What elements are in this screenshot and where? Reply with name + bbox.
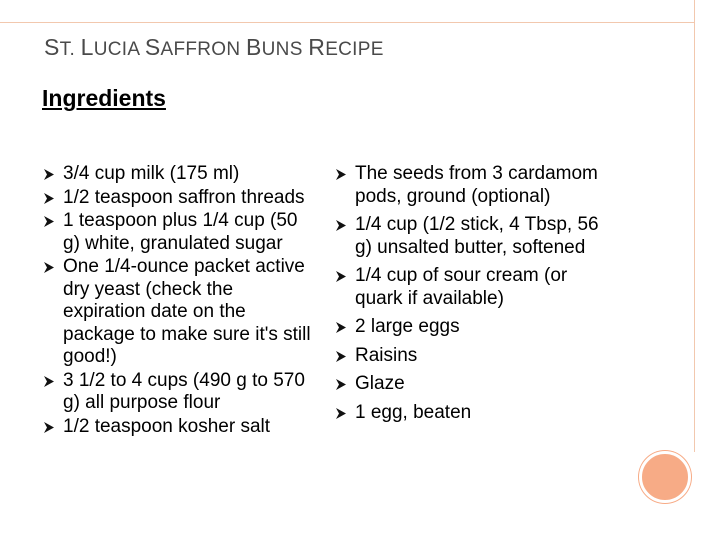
ingredient-text: 3/4 cup milk (175 ml) xyxy=(63,163,240,184)
ingredient-text: 1 egg, beaten xyxy=(355,401,472,423)
decorative-frame-top xyxy=(0,0,695,23)
ingredient-text: 1/2 teaspoon saffron threads xyxy=(63,186,305,208)
title-word: LUCIA xyxy=(80,34,145,60)
ingredient-text: 2 large eggs xyxy=(355,316,460,337)
arrowhead-bullet-icon xyxy=(334,373,348,395)
title-word: ST. xyxy=(44,34,81,60)
arrowhead-bullet-icon xyxy=(334,214,348,236)
ingredient-item xyxy=(336,316,606,339)
decorative-circle xyxy=(639,451,691,503)
ingredient-text: 1/4 cup (1/2 stick, 4 Tbsp, 56 g) unsalted butter, softened xyxy=(355,214,599,258)
ingredient-text: One 1/4-ounce packet active dry yeast (check the expiration date on the package to make sure it's still good!) xyxy=(63,256,311,367)
ingredient-item xyxy=(44,210,319,255)
arrowhead-bullet-icon xyxy=(334,402,348,424)
ingredient-item xyxy=(44,256,319,369)
arrowhead-bullet-icon xyxy=(42,210,56,232)
decorative-frame-line xyxy=(694,22,695,452)
ingredient-text: The seeds from 3 cardamom pods, ground (optional) xyxy=(355,163,598,207)
arrowhead-bullet-icon xyxy=(334,265,348,287)
ingredient-item xyxy=(44,187,319,210)
ingredient-text: Glaze xyxy=(355,373,405,394)
arrowhead-bullet-icon xyxy=(42,370,56,392)
arrowhead-bullet-icon xyxy=(334,316,348,338)
ingredients-list-right xyxy=(336,163,606,424)
ingredient-item xyxy=(44,416,319,439)
arrowhead-bullet-icon xyxy=(42,256,56,278)
ingredients-heading: Ingredients xyxy=(42,85,166,111)
ingredient-item xyxy=(44,163,319,186)
ingredient-text: 3 1/2 to 4 cups (490 g to 570 g) all purpose flour xyxy=(63,369,305,413)
title-word: SAFFRON xyxy=(144,34,246,60)
ingredient-item xyxy=(336,163,606,208)
arrowhead-bullet-icon xyxy=(334,163,348,185)
ingredient-text: Raisins xyxy=(355,344,418,366)
ingredient-item xyxy=(336,345,606,368)
ingredient-text: 1/2 teaspoon kosher salt xyxy=(63,415,271,437)
ingredient-item xyxy=(44,370,319,415)
slide-title xyxy=(44,34,384,61)
arrowhead-bullet-icon xyxy=(42,163,56,185)
ingredients-list-left xyxy=(44,163,319,438)
arrowhead-bullet-icon xyxy=(334,345,348,367)
ingredient-item xyxy=(336,214,606,259)
ingredient-item xyxy=(336,402,606,425)
arrowhead-bullet-icon xyxy=(42,187,56,209)
title-word: BUNS xyxy=(246,34,309,60)
title-word: RECIPE xyxy=(308,34,384,60)
ingredient-text: 1 teaspoon plus 1/4 cup (50 g) white, granulated sugar xyxy=(63,210,298,254)
arrowhead-bullet-icon xyxy=(42,416,56,438)
ingredient-text: 1/4 cup of sour cream (or quark if available) xyxy=(355,265,568,309)
ingredient-item xyxy=(336,265,606,310)
ingredient-item xyxy=(336,373,606,396)
